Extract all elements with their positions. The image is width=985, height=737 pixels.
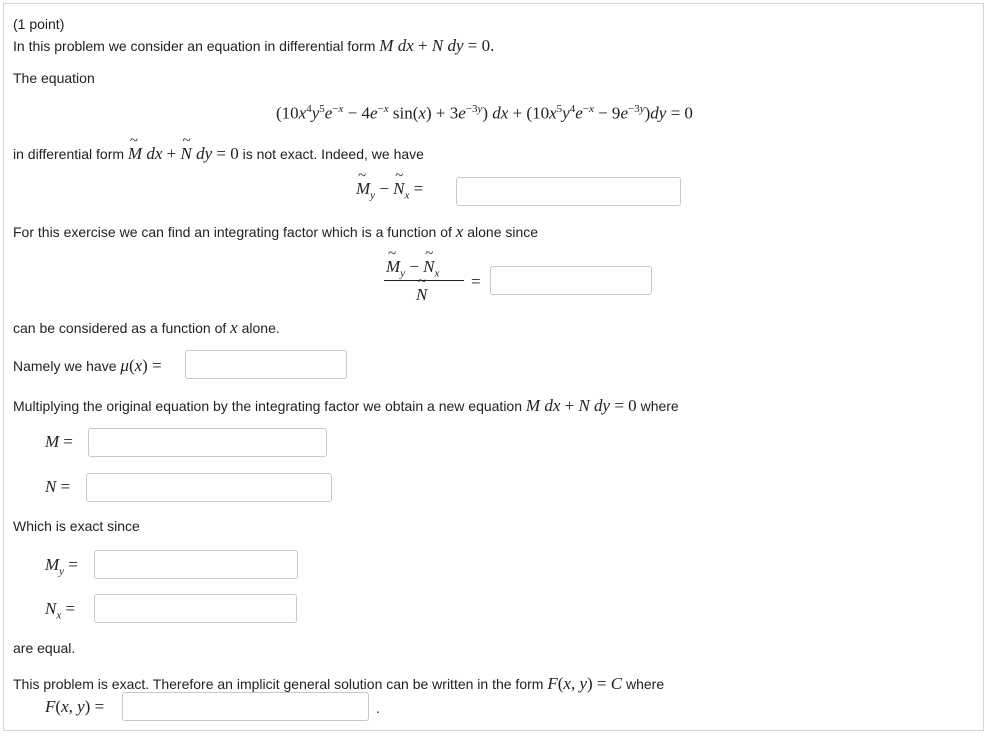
multiply-prefix: Multiplying the original equation by the integrating factor we obtain a new equation	[13, 398, 522, 414]
trailing-period: .	[376, 700, 380, 716]
not-exact-form: ~ M dx + ~ N dy = 0	[128, 144, 239, 163]
considered-suffix: alone.	[241, 320, 280, 336]
fraction-numerator: ~ $M_y$ − ~ $N_x$	[386, 257, 439, 279]
considered-prefix: can be considered as a function of	[13, 320, 227, 336]
not-exact-suffix: is not exact. Indeed, we have	[242, 146, 424, 162]
my-minus-nx-label: ~ $M_y$ − ~ $N_x$ =	[356, 179, 423, 201]
considered-line	[13, 318, 280, 338]
mu-input[interactable]	[185, 350, 347, 379]
f-input[interactable]	[122, 692, 369, 721]
equation-display: ($10x^4y^5e^{-x} - 4e^{-x}$ $\sin(x) + 3e^{-3y}$) dx + $(10x^5y^4e^{-x} - 9e^{-3y})dy = 0$	[276, 103, 693, 123]
ratio-input[interactable]	[490, 266, 652, 295]
my-label: $M_y$ =	[45, 555, 78, 578]
mu-label: μ(x) =	[120, 356, 162, 375]
not-exact-line	[13, 144, 424, 164]
intro-text: In this problem we consider an equation in differential form	[13, 38, 376, 54]
considered-var: x	[230, 318, 238, 337]
multiply-suffix: where	[640, 398, 679, 414]
namely-line	[13, 356, 162, 376]
fraction-equals: =	[471, 272, 481, 291]
diff-input[interactable]	[456, 177, 681, 206]
multiply-form: M dx + N dy = 0	[525, 396, 637, 415]
integrating-var: x	[455, 222, 464, 241]
nx-input[interactable]	[94, 594, 297, 623]
n-label: N =	[45, 477, 71, 496]
fraction-denominator: ~ N	[416, 285, 427, 305]
intro-line	[13, 36, 494, 56]
equation-label: The equation	[13, 70, 95, 86]
are-equal-text: are equal.	[13, 640, 76, 656]
my-input[interactable]	[94, 550, 298, 579]
problem-panel	[3, 3, 984, 731]
integrating-factor-line	[13, 222, 538, 242]
solution-prefix: This problem is exact. Therefore an implicit general solution can be written in the form	[13, 676, 544, 692]
integrating-suffix: alone since	[467, 224, 539, 240]
exact-since-text: Which is exact since	[13, 518, 140, 534]
nx-label: $N_x$ =	[45, 599, 76, 622]
m-label: M =	[45, 432, 74, 451]
not-exact-prefix: in differential form	[13, 146, 125, 162]
solution-form: F(x, y) = C	[547, 674, 623, 693]
m-input[interactable]	[88, 428, 327, 457]
point-label: (1 point)	[13, 16, 65, 32]
multiply-line	[13, 396, 679, 416]
intro-form: M dx + N dy = 0.	[379, 36, 495, 55]
integrating-prefix: For this exercise we can find an integrating factor which is a function of	[13, 224, 452, 240]
namely-prefix: Namely we have	[13, 358, 117, 374]
solution-suffix: where	[625, 676, 665, 692]
solution-line	[13, 674, 664, 694]
n-input[interactable]	[86, 473, 332, 502]
f-label: F(x, y) =	[45, 697, 105, 716]
